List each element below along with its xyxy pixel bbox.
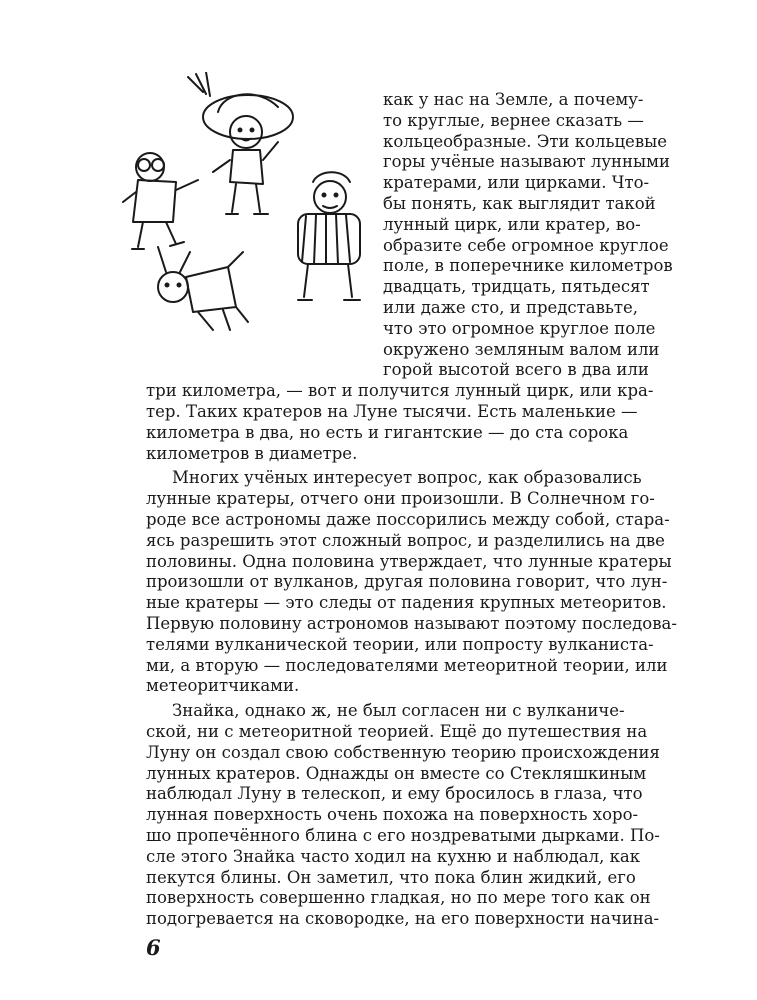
- text-line: подогревается на сковородке, на его поверхности начина-: [146, 909, 660, 929]
- text-line: Знайка, однако ж, не был согласен ни с вулканиче-: [172, 701, 625, 721]
- text-line: лунный цирк, или кратер, во-: [383, 214, 641, 234]
- text-line: кратерами, или цирками. Что-: [383, 173, 650, 193]
- text-line: наблюдал Луну в телескоп, и ему бросилось в глаза, что: [146, 784, 643, 804]
- child-falling-figure: [158, 247, 248, 330]
- text-line: три километра, — вот и получится лунный цирк, или кра-: [146, 381, 654, 401]
- text-line: как у нас на Земле, а почему-: [383, 90, 644, 109]
- text-line: горой высотой всего в два или: [383, 360, 649, 380]
- text-line: кольцеобразные. Эти кольцевые: [383, 131, 668, 151]
- text-line: роде все астрономы даже поссорились между собой, стара-: [146, 510, 670, 529]
- text-line: поле, в поперечнике километров: [383, 256, 673, 276]
- children-dancing-illustration: [118, 72, 368, 334]
- text-line: ясь разрешить этот сложный вопрос, и разделились на две: [146, 530, 665, 550]
- text-line: или даже сто, и представьте,: [383, 298, 639, 317]
- text-line: половины. Одна половина утверждает, что лунные кратеры: [146, 551, 672, 571]
- text-line: Первую половину астрономов называют поэтому последова-: [146, 614, 677, 633]
- text-line: то круглые, вернее сказать —: [383, 110, 644, 130]
- text-line: образите себе огромное круглое: [383, 235, 669, 255]
- text-line: произошли от вулканов, другая половина говорит, что лун-: [146, 572, 668, 592]
- text-line: метеоритчиками.: [146, 676, 300, 696]
- text-line: лунная поверхность очень похожа на поверхность хоро-: [146, 805, 639, 825]
- child-with-goggles-figure: [123, 153, 198, 249]
- page-number: 6: [146, 935, 161, 961]
- text-line: километра в два, но есть и гигантские — до ста сорока: [146, 422, 629, 442]
- text-line: Многих учёных интересует вопрос, как образовались: [172, 468, 642, 488]
- text-line: сле этого Знайка часто ходил на кухню и наблюдал, как: [146, 846, 641, 866]
- text-line: ми, а вторую — последователями метеоритной теории, или: [146, 655, 668, 675]
- text-line: лунных кратеров. Однажды он вместе со Стекляшкиным: [146, 763, 647, 783]
- text-line: горы учёные называют лунными: [383, 152, 671, 172]
- child-with-hat-figure: [188, 72, 293, 214]
- text-line: окружено земляным валом или: [383, 339, 660, 359]
- child-in-striped-shirt-figure: [298, 172, 360, 300]
- text-line: ные кратеры — это следы от падения крупных метеоритов.: [146, 593, 667, 613]
- text-line: километров в диаметре.: [146, 443, 358, 463]
- text-line: двадцать, тридцать, пятьдесят: [383, 277, 650, 297]
- text-line: лунные кратеры, отчего они произошли. В Солнечном го-: [146, 489, 655, 509]
- text-line: тер. Таких кратеров на Луне тысячи. Есть маленькие —: [146, 402, 638, 421]
- text-line: Луну он создал свою собственную теорию происхождения: [146, 742, 660, 762]
- text-line: пекутся блины. Он заметил, что пока блин жидкий, его: [146, 867, 636, 887]
- text-line: ской, ни с метеоритной теорией. Ещё до путешествия на: [146, 722, 648, 741]
- text-line: бы понять, как выглядит такой: [383, 194, 656, 213]
- text-line: шо пропечённого блина с его ноздреватыми дырками. По-: [146, 826, 660, 845]
- text-line: что это огромное круглое поле: [383, 318, 656, 338]
- text-line: поверхность совершенно гладкая, но по мере того как он: [146, 888, 651, 908]
- text-line: телями вулканической теории, или попросту вулканиста-: [146, 634, 654, 654]
